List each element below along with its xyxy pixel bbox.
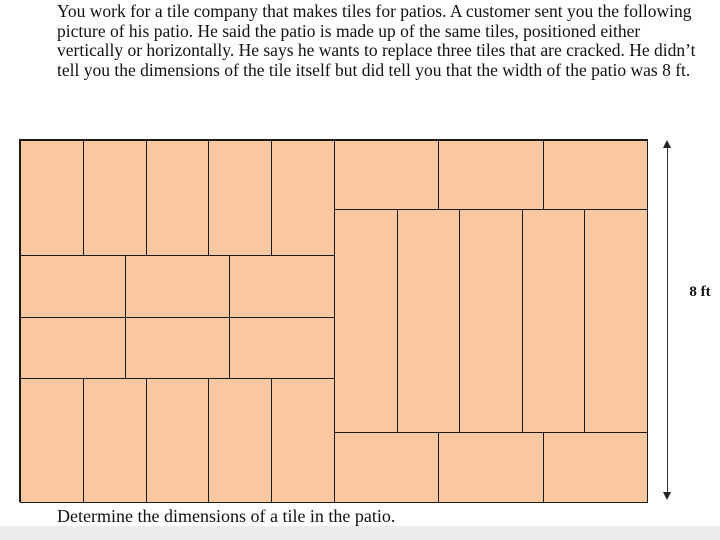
patio-diagram <box>20 140 647 501</box>
problem-statement: You work for a tile company that makes tiles for patios. A customer sent you the following picture of his patio. He said the patio is made up of the same tiles, positioned either vertically or horizontally. He says he wants to replace three tiles that are cracked. He didn’t tell you the dimensions of the tile itself but did tell you that the width of the patio was 8 ft. <box>57 1 696 80</box>
horizontal-tile <box>543 140 649 211</box>
vertical-tile <box>334 209 398 434</box>
horizontal-tile <box>334 140 440 211</box>
vertical-tile <box>83 378 147 503</box>
vertical-tile <box>208 140 272 257</box>
horizontal-tile <box>229 255 335 318</box>
vertical-tile <box>271 378 335 503</box>
vertical-tile <box>146 378 210 503</box>
arrow-down-icon <box>663 492 671 500</box>
horizontal-tile <box>334 432 440 503</box>
vertical-tile <box>20 140 84 257</box>
horizontal-tile <box>20 255 126 318</box>
horizontal-tile <box>438 432 544 503</box>
dimension-line <box>667 148 668 493</box>
horizontal-tile <box>20 317 126 380</box>
bottom-strip <box>0 526 720 540</box>
dimension-label: 8 ft <box>680 282 720 302</box>
horizontal-tile <box>438 140 544 211</box>
vertical-tile <box>271 140 335 257</box>
vertical-tile <box>584 209 648 434</box>
horizontal-tile <box>125 317 231 380</box>
question-text: Determine the dimensions of a tile in the patio. <box>57 506 396 526</box>
vertical-tile <box>522 209 586 434</box>
horizontal-tile <box>229 317 335 380</box>
vertical-tile <box>20 378 84 503</box>
arrow-up-icon <box>663 140 671 148</box>
vertical-tile <box>459 209 523 434</box>
horizontal-tile <box>543 432 649 503</box>
vertical-tile <box>83 140 147 257</box>
vertical-tile <box>397 209 461 434</box>
vertical-tile <box>146 140 210 257</box>
horizontal-tile <box>125 255 231 318</box>
vertical-tile <box>208 378 272 503</box>
